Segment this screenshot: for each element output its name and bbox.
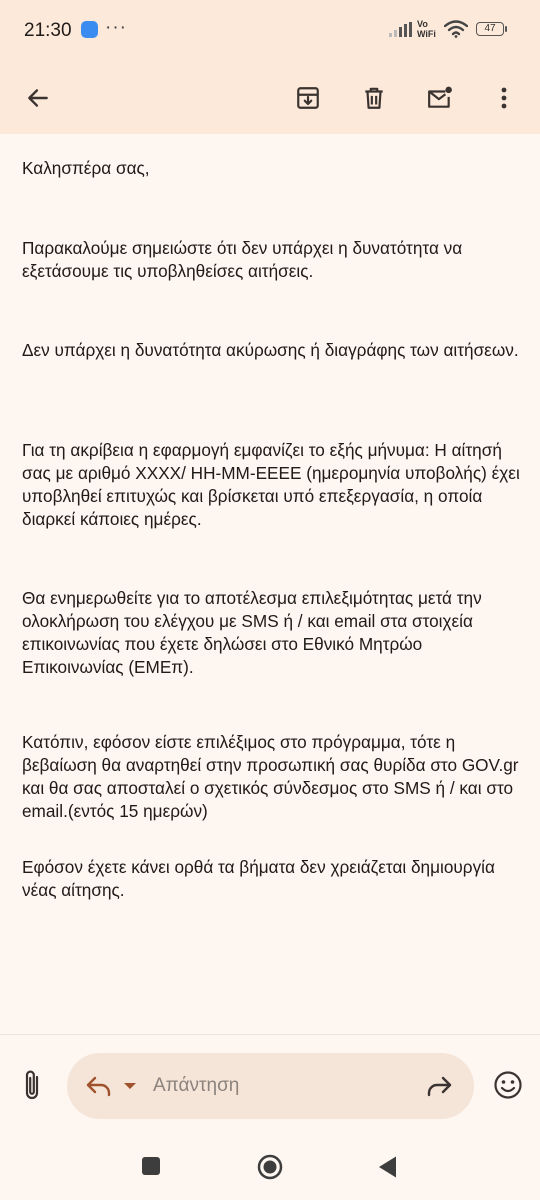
archive-button[interactable] (284, 74, 332, 122)
email-paragraph-4: Θα ενημερωθείτε για το αποτέλεσμα επιλεξιμότητας μετά την ολοκλήρωση του ελέγχου με SMS ή / και email στα στοιχεία επικοινωνίας που έχετε δηλώσει στο Εθνικό Μητρώο Επικοινωνίας (ΕΜΕπ). (22, 588, 482, 677)
email-paragraph-1: Παρακαλούμε σημειώστε ότι δεν υπάρχει η δυνατότητα να εξετάσουμε τις υποβληθείσες αιτήσεις. (22, 238, 463, 281)
email-paragraph-6: Εφόσον έχετε κάνει ορθά τα βήματα δεν χρειάζεται δημιουργία νέας αίτησης. (22, 857, 495, 900)
dropdown-caret-icon[interactable] (123, 1082, 137, 1090)
email-toolbar (0, 62, 540, 134)
vowifi-label: Vo WiFi (417, 19, 436, 39)
system-nav-bar (0, 1140, 540, 1200)
home-circle-icon[interactable] (257, 1154, 283, 1180)
more-options-button[interactable] (480, 74, 528, 122)
email-paragraph-3: Για τη ακρίβεια η εφαρμογή εμφανίζει το εξής μήνυμα: Η αίτησή σας με αριθμό XXXX/ HH-MM-EEEE (ημερομηνία υποβολής) έχει υποβληθεί επιτυχώς και βρίσκεται υπό επεξεργασία, η οποία διαρκεί κάποιες ημέρες. (22, 440, 520, 529)
back-triangle-icon[interactable] (377, 1155, 397, 1179)
status-bar (0, 0, 540, 62)
emoji-icon (493, 1070, 523, 1100)
reply-divider (0, 1034, 540, 1035)
recents-square-icon[interactable] (142, 1157, 160, 1175)
back-button[interactable] (14, 74, 62, 122)
wifi-icon (444, 20, 468, 38)
arrow-back-icon (25, 85, 51, 111)
attachment-icon (21, 1069, 43, 1103)
signal-icon (388, 22, 414, 38)
reply-input[interactable] (153, 1073, 413, 1099)
email-greeting: Καλησπέρα σας, (22, 158, 150, 178)
mark-unread-icon (425, 85, 455, 111)
emoji-button[interactable] (488, 1065, 528, 1105)
reply-icon[interactable] (85, 1074, 113, 1098)
archive-icon (295, 85, 321, 111)
more-vert-icon (500, 85, 508, 111)
reply-box[interactable] (67, 1053, 474, 1119)
delete-icon (361, 85, 387, 111)
delete-button[interactable] (350, 74, 398, 122)
battery-icon: 47 (476, 22, 504, 36)
mark-unread-button[interactable] (416, 74, 464, 122)
attach-button[interactable] (12, 1064, 52, 1108)
notification-app-icon (81, 21, 98, 38)
email-paragraph-2: Δεν υπάρχει η δυνατότητα ακύρωσης ή διαγράφης των αιτήσεων. (22, 340, 519, 360)
more-notifications-icon: ··· (105, 17, 127, 38)
forward-icon[interactable] (425, 1074, 453, 1098)
status-time: 21:30 (24, 20, 72, 41)
email-paragraph-5: Κατόπιν, εφόσον είστε επιλέξιμος στο πρόγραμμα, τότε η βεβαίωση θα αναρτηθεί στην προσωπική σας θυρίδα στο GOV.gr και θα σας αποσταλεί ο σχετικός σύνδεσμος στο SMS ή / και στο email.(εντός 15 ημερών) (22, 732, 519, 821)
